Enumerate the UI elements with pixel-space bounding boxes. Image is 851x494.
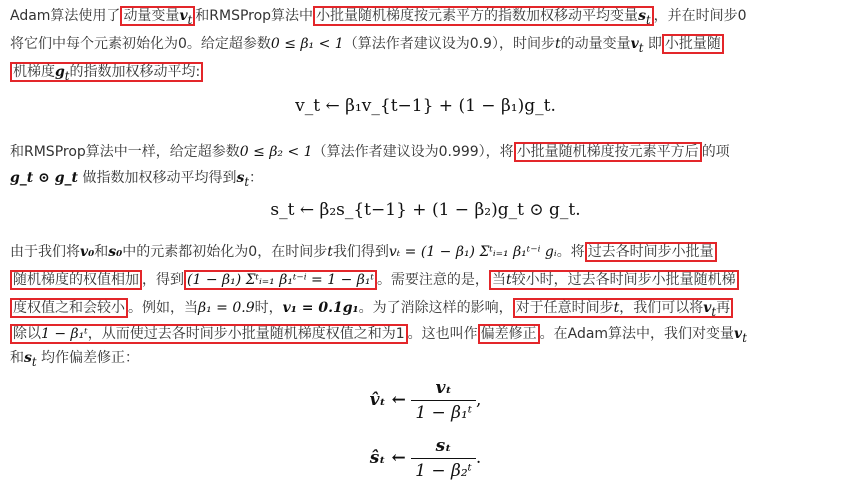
equation-1 bbox=[0, 96, 851, 116]
highlight-box: 动量变量$v_t$ bbox=[120, 6, 195, 26]
text: 除以 bbox=[13, 326, 41, 342]
text: 对于任意时间步 bbox=[515, 300, 614, 316]
equation-tail: , bbox=[476, 390, 482, 410]
math-s0: s₀ bbox=[108, 244, 123, 260]
text: 和 bbox=[10, 350, 24, 366]
text: 的项 bbox=[701, 144, 730, 160]
text: 我们得到 bbox=[332, 244, 389, 260]
p3-line2 bbox=[10, 268, 845, 292]
equation-text: s_t ← β₂s_{t−1} + (1 − β₂)g_t ⊙ g_t. bbox=[270, 200, 581, 220]
text: 。需要注意的是， bbox=[376, 272, 489, 288]
text: 。为了消除这样的影响， bbox=[358, 300, 513, 316]
math-v: v bbox=[179, 8, 188, 24]
text: 小批量随机梯度按元素平方的指数加权移动平均变量 bbox=[316, 8, 639, 24]
highlight-box bbox=[10, 324, 408, 344]
math-t: t bbox=[554, 36, 561, 52]
equation-tail: . bbox=[475, 448, 482, 468]
equation-4 bbox=[0, 436, 851, 481]
highlight-box: 小批量随机梯度按元素平方后 bbox=[514, 142, 702, 162]
text: 。这也叫作 bbox=[407, 326, 478, 342]
math-v: v bbox=[734, 326, 743, 342]
p3-line1 bbox=[10, 240, 845, 264]
text: （算法作者建议设为0.9），时间步 bbox=[343, 36, 555, 52]
p3-line5: 和$s_t$ 均作偏差修正： bbox=[10, 350, 140, 369]
text: 即 bbox=[647, 36, 662, 52]
text: 。在Adam算法中，我们对变量 bbox=[539, 326, 735, 342]
text: ，并在时间步0 bbox=[653, 8, 747, 24]
text: 和RMSProp算法中 bbox=[195, 8, 314, 24]
equation-lhs: ŝₜ ← bbox=[369, 448, 406, 468]
highlight-box: 随机梯度的权值相加 bbox=[10, 270, 142, 290]
p3-line3 bbox=[10, 296, 845, 324]
equation-2 bbox=[0, 200, 851, 220]
highlight-box: 机梯度$g_t$的指数加权移动平均: bbox=[10, 62, 203, 82]
math-t: t bbox=[327, 244, 333, 260]
highlight-box: 过去各时间步小批量 bbox=[585, 242, 717, 262]
p1-line3 bbox=[10, 60, 845, 88]
text: ： bbox=[249, 170, 264, 186]
p2-line2: g_t ⊙ g_t 做指数加权移动平均得到$s_t$： bbox=[10, 170, 264, 189]
math-beta2-range: 0 ≤ β₂ < 1 bbox=[239, 144, 313, 160]
fraction bbox=[411, 378, 476, 423]
text: 动量变量 bbox=[123, 8, 180, 24]
math-beta1-range: 0 ≤ β₁ < 1 bbox=[270, 36, 344, 52]
math-t: t bbox=[505, 272, 512, 288]
text: 的动量变量 bbox=[560, 36, 631, 52]
fraction bbox=[411, 436, 476, 481]
equation-lhs: v̂ₜ ← bbox=[369, 390, 406, 410]
equation-3 bbox=[0, 378, 851, 423]
text: 当 bbox=[491, 272, 506, 288]
text: 由于我们将 bbox=[10, 244, 80, 260]
text: ，从而使过去各时间步小批量随机梯度权值之和为1 bbox=[87, 326, 405, 342]
math-v: v bbox=[630, 36, 639, 52]
math-g: g bbox=[55, 64, 65, 80]
fraction-denominator: 1 − β₁ᵗ bbox=[415, 403, 473, 423]
highlight-box: 小批量随机梯度按元素平方的指数加权移动平均变量$s_t$ bbox=[313, 6, 654, 26]
fraction-denominator: 1 − β₂ᵗ bbox=[415, 461, 472, 481]
text: 再 bbox=[716, 300, 731, 316]
highlight-box: 度权值之和会较小 bbox=[10, 298, 128, 318]
text: 。例如，当 bbox=[128, 300, 198, 316]
math-vt-sum: vₜ = (1 − β₁) Σᵗᵢ₌₁ β₁ᵗ⁻ⁱ gᵢ bbox=[388, 244, 557, 260]
text: 机梯度 bbox=[13, 64, 55, 80]
text: 将它们中每个元素初始化为0。给定超参数 bbox=[10, 36, 271, 52]
text: 和 bbox=[94, 244, 109, 260]
p2-line1 bbox=[10, 140, 845, 164]
text: ，我们可以将 bbox=[619, 300, 704, 316]
text: : bbox=[195, 64, 201, 80]
text: 中的元素都初始化为0，在时间步 bbox=[122, 244, 328, 260]
fraction-numerator: sₜ bbox=[411, 436, 476, 459]
equation-text: v_t ← β₁v_{t−1} + (1 − β₁)g_t. bbox=[295, 96, 556, 116]
math-beta-eq: β₁ = 0.9 bbox=[198, 300, 255, 316]
text: Adam算法使用了 bbox=[10, 8, 121, 24]
math-t: t bbox=[613, 300, 620, 316]
math-s: s bbox=[638, 8, 646, 24]
fraction-numerator: vₜ bbox=[411, 378, 476, 401]
text: （算法作者建议设为0.999），将 bbox=[312, 144, 514, 160]
text: 做指数加权移动平均得到 bbox=[82, 170, 237, 186]
text: 较小时，过去各时间步小批量随机梯 bbox=[511, 272, 736, 288]
text: 。将 bbox=[556, 244, 585, 260]
highlight-box: 偏差修正 bbox=[478, 324, 540, 344]
math-s: s bbox=[236, 170, 245, 186]
text: ，得到 bbox=[142, 272, 184, 288]
text: 时， bbox=[254, 300, 283, 316]
highlight-box: 对于任意时间步t，我们可以将$v_t$再 bbox=[513, 298, 733, 318]
p1-line1 bbox=[10, 4, 845, 32]
highlight-box: (1 − β₁) Σᵗᵢ₌₁ β₁ᵗ⁻ⁱ = 1 − β₁ᵗ bbox=[184, 270, 377, 290]
math-v: v bbox=[703, 300, 712, 316]
p1-line2: 将它们中每个元素初始化为0。给定超参数0 ≤ β₁ < 1（算法作者建议设为0.9），时间步t的动量变量$v_t$ 即 小批量随 bbox=[10, 32, 845, 60]
p3-line4: 除以1 − β₁ᵗ，从而使过去各时间步小批量随机梯度权值之和为1 。这也叫作 偏差修正 。在Adam算法中，我们对变量$v_t$ bbox=[10, 322, 845, 350]
highlight-box bbox=[489, 270, 739, 290]
text: 的指数加权移动平均 bbox=[69, 64, 196, 80]
text: 和RMSProp算法中一样，给定超参数 bbox=[10, 144, 240, 160]
math-one-minus-beta1t: 1 − β₁ᵗ bbox=[41, 326, 88, 342]
math-v0: v₀ bbox=[80, 244, 95, 260]
math-s: s bbox=[24, 350, 32, 366]
math-gg: g_t ⊙ g_t bbox=[10, 170, 78, 186]
text: 均作偏差修正： bbox=[41, 350, 140, 366]
math-v1-eq: v₁ = 0.1g₁ bbox=[282, 300, 359, 316]
highlight-box: 小批量随 bbox=[662, 34, 724, 54]
